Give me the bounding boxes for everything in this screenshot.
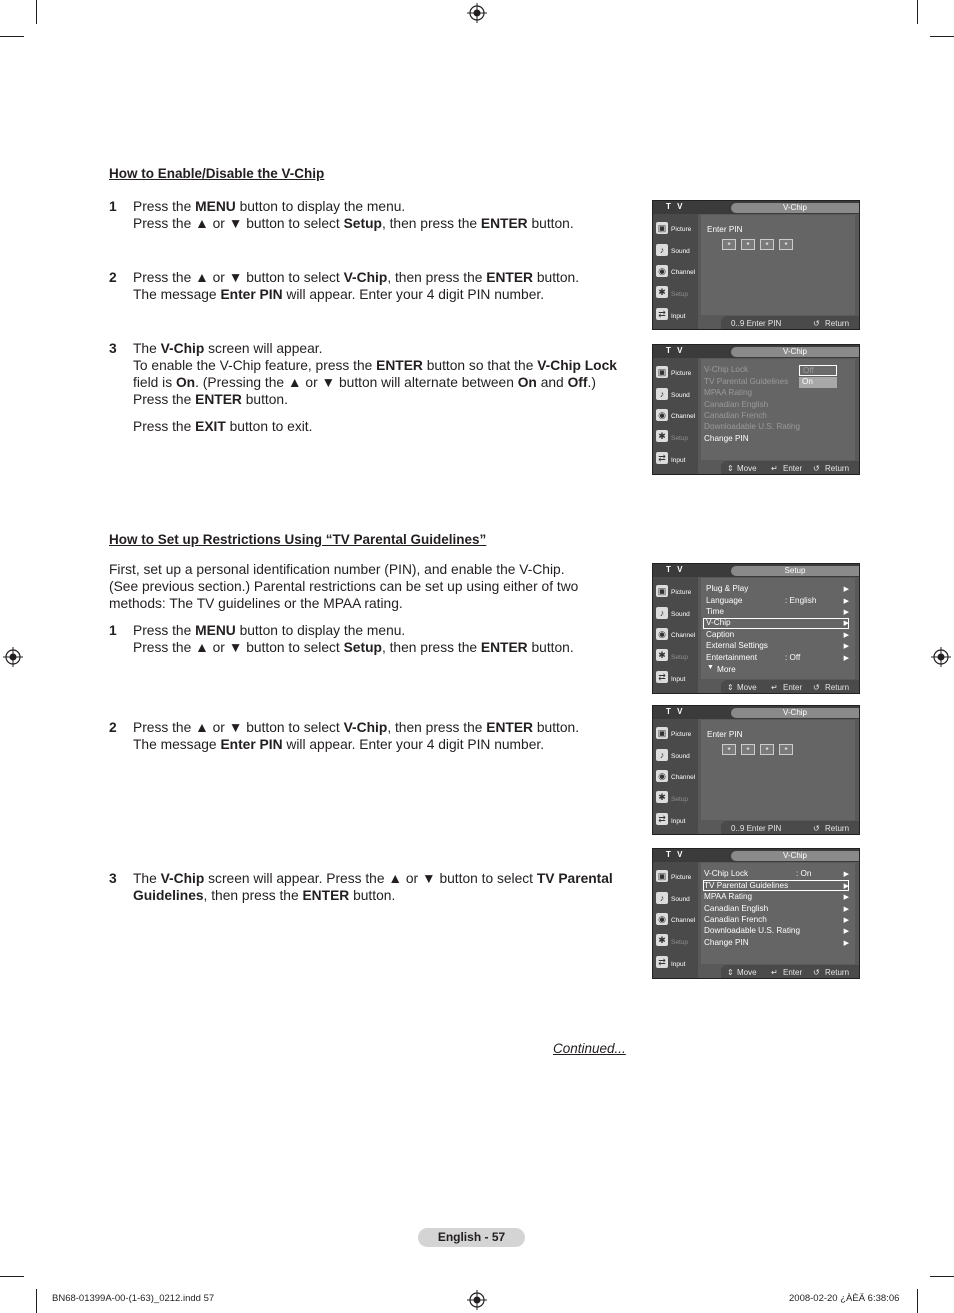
picture-icon: ▣ xyxy=(657,586,667,596)
sound-icon: ♪ xyxy=(656,607,668,619)
more-item[interactable]: More xyxy=(717,665,736,674)
text-line: Press the ▲ or ▼ button to select V-Chip, then press the ENTER button. xyxy=(133,720,580,735)
text-line: To enable the V-Chip feature, press the ENTER button so that the V-Chip Lock xyxy=(133,358,617,373)
step-number: 2 xyxy=(109,720,117,735)
text-line: Press the MENU button to display the menu. xyxy=(133,623,406,638)
osd-title: V-Chip xyxy=(731,851,859,861)
step-text xyxy=(133,198,633,232)
chevron-right-icon: ▶ xyxy=(843,598,849,605)
sidebar-label: Picture xyxy=(671,589,692,596)
sidebar-label: Sound xyxy=(671,611,690,618)
pin-digit[interactable]: * xyxy=(760,744,774,755)
picture-icon: ▣ xyxy=(657,223,667,233)
text-line: Press the ENTER button. xyxy=(133,392,288,407)
chevron-right-icon: ▶ xyxy=(843,643,849,650)
hint-enter-pin: 0..9 Enter PIN xyxy=(731,319,782,328)
move-icon: ⇕ xyxy=(727,464,734,473)
option-off-box[interactable] xyxy=(799,365,837,376)
move-icon: ⇕ xyxy=(727,968,734,977)
sidebar-label: Setup xyxy=(671,435,688,442)
hint-enter: Enter xyxy=(783,464,803,473)
chevron-right-icon: ▶ xyxy=(843,871,849,878)
footer-file-name: BN68-01399A-00-(1-63)_0212.indd 57 xyxy=(52,1293,215,1304)
picture-icon: ▣ xyxy=(657,871,667,881)
menu-item[interactable]: Language xyxy=(706,596,743,605)
continued-note: Continued... xyxy=(553,1041,626,1056)
osd-tv-label: T V xyxy=(666,850,685,859)
input-icon: ⇄ xyxy=(656,452,668,464)
chevron-right-icon: ▶ xyxy=(843,883,849,890)
hint-move: Move xyxy=(737,464,757,473)
hint-enter: Enter xyxy=(783,968,803,977)
sidebar-label: Setup xyxy=(671,796,688,803)
step-number: 3 xyxy=(109,341,117,356)
channel-icon: ◉ xyxy=(656,628,668,640)
return-icon: ↺ xyxy=(813,968,820,977)
crop-mark xyxy=(917,0,918,24)
sidebar-label: Sound xyxy=(671,392,690,399)
lock-value: : On xyxy=(796,869,812,878)
step-number: 1 xyxy=(109,623,117,638)
input-icon: ⇄ xyxy=(656,813,668,825)
crop-mark xyxy=(930,1276,954,1277)
enter-icon: ↵ xyxy=(771,683,778,692)
osd-content xyxy=(701,359,855,460)
osd-title: V-Chip xyxy=(731,347,859,357)
osd-screen-vchip-toggle xyxy=(652,344,860,475)
hint-enter: Enter xyxy=(783,683,803,692)
intro-paragraph xyxy=(109,561,629,612)
text-line: The message Enter PIN will appear. Enter your 4 digit PIN number. xyxy=(133,737,545,752)
input-icon: ⇄ xyxy=(656,308,668,320)
picture-icon: ▣ xyxy=(657,728,667,738)
intro-line: methods: The TV guidelines or the MPAA rating. xyxy=(109,596,403,611)
text-line: Press the ▲ or ▼ button to select V-Chip, then press the ENTER button. xyxy=(133,270,580,285)
menu-item[interactable]: Entertainment xyxy=(706,653,757,662)
pin-prompt: Enter PIN xyxy=(707,730,743,739)
return-icon: ↺ xyxy=(813,464,820,473)
return-icon: ↺ xyxy=(813,824,820,833)
osd-tv-label: T V xyxy=(666,707,685,716)
return-icon: ↺ xyxy=(813,319,820,328)
sidebar-label: Sound xyxy=(671,248,690,255)
sidebar-label: Channel xyxy=(671,413,696,420)
osd-top-bar xyxy=(653,201,860,214)
osd-content xyxy=(701,578,855,679)
sidebar-label: Sound xyxy=(671,753,690,760)
pin-digit[interactable]: * xyxy=(760,239,774,250)
hint-return: Return xyxy=(825,824,850,833)
hint-move: Move xyxy=(737,968,757,977)
crop-mark xyxy=(917,1289,918,1313)
pin-digit[interactable]: * xyxy=(741,744,755,755)
pin-digit[interactable]: * xyxy=(779,239,793,250)
step-number: 3 xyxy=(109,871,117,886)
step-text xyxy=(133,418,633,435)
section-heading-parental-guidelines: How to Set up Restrictions Using “TV Parental Guidelines” xyxy=(109,532,487,547)
option-off: Off xyxy=(803,366,814,375)
osd-bottom-bar xyxy=(721,965,859,978)
osd-screen-enter-pin xyxy=(652,705,860,835)
picture-icon: ▣ xyxy=(657,367,667,377)
menu-item[interactable]: Plug & Play xyxy=(706,584,749,593)
osd-content xyxy=(701,720,855,820)
step-text xyxy=(133,269,633,303)
crop-mark xyxy=(930,36,954,37)
sidebar-label: Picture xyxy=(671,731,692,738)
osd-sidebar xyxy=(653,577,698,693)
crop-mark xyxy=(0,1276,24,1277)
sidebar-label: Input xyxy=(671,457,686,464)
menu-item[interactable]: MPAA Rating xyxy=(704,892,753,901)
chevron-right-icon: ▶ xyxy=(843,655,849,662)
pin-digit[interactable]: * xyxy=(741,239,755,250)
sidebar-label: Picture xyxy=(671,370,692,377)
menu-item[interactable]: Canadian French xyxy=(704,915,767,924)
step-text xyxy=(133,340,633,408)
pin-prompt: Enter PIN xyxy=(707,225,743,234)
sidebar-label: Picture xyxy=(671,226,692,233)
menu-item[interactable]: MPAA Rating xyxy=(704,388,753,397)
osd-title: V-Chip xyxy=(731,708,859,718)
crop-mark xyxy=(0,36,24,37)
osd-sidebar xyxy=(653,214,698,329)
osd-screen-enter-pin xyxy=(652,200,860,330)
menu-item[interactable]: Canadian French xyxy=(704,411,767,420)
osd-sidebar xyxy=(653,719,698,834)
move-icon: ⇕ xyxy=(727,683,734,692)
chevron-right-icon: ▶ xyxy=(843,609,849,616)
setup-icon: ✱ xyxy=(656,430,668,442)
osd-bottom-bar xyxy=(721,461,859,474)
sidebar-label: Setup xyxy=(671,939,688,946)
menu-item[interactable]: TV Parental Guidelines xyxy=(704,881,789,890)
text-line: The message Enter PIN will appear. Enter your 4 digit PIN number. xyxy=(133,287,545,302)
osd-tv-label: T V xyxy=(666,346,685,355)
text-line: Press the ▲ or ▼ button to select Setup, then press the ENTER button. xyxy=(133,216,574,231)
channel-icon: ◉ xyxy=(656,770,668,782)
sidebar-label: Input xyxy=(671,818,686,825)
text-line: The V-Chip screen will appear. Press the ▲ or ▼ button to select TV Parental xyxy=(133,871,613,886)
text-line: Guidelines, then press the ENTER button. xyxy=(133,888,396,903)
step-text xyxy=(133,719,633,753)
option-on: On xyxy=(802,377,813,386)
menu-item[interactable]: External Settings xyxy=(706,641,768,650)
registration-mark-icon xyxy=(467,1290,487,1310)
text-line: Press the ▲ or ▼ button to select Setup, then press the ENTER button. xyxy=(133,640,574,655)
osd-top-bar xyxy=(653,345,860,358)
menu-item[interactable]: Downloadable U.S. Rating xyxy=(704,926,801,935)
chevron-right-icon: ▶ xyxy=(843,928,849,935)
osd-top-bar xyxy=(653,706,860,719)
sound-icon: ♪ xyxy=(656,244,668,256)
step-text xyxy=(133,622,633,656)
input-icon: ⇄ xyxy=(656,671,668,683)
entertainment-value: : Off xyxy=(785,653,801,662)
section-heading-enable-vchip: How to Enable/Disable the V-Chip xyxy=(109,166,325,181)
chevron-right-icon: ▶ xyxy=(843,586,849,593)
chevron-right-icon: ▶ xyxy=(843,632,849,639)
pin-digit[interactable]: * xyxy=(722,239,736,250)
text-line: field is On. (Pressing the ▲ or ▼ button will alternate between On and Off.) xyxy=(133,375,596,390)
osd-tv-label: T V xyxy=(666,565,685,574)
hint-enter-pin: 0..9 Enter PIN xyxy=(731,824,782,833)
osd-bottom-bar xyxy=(721,821,859,834)
osd-title: Setup xyxy=(731,566,859,576)
pin-digit[interactable]: * xyxy=(722,744,736,755)
sound-icon: ♪ xyxy=(656,749,668,761)
sidebar-label: Input xyxy=(671,676,686,683)
text-line: Press the MENU button to display the menu. xyxy=(133,199,406,214)
sound-icon: ♪ xyxy=(656,388,668,400)
chevron-right-icon: ▶ xyxy=(843,894,849,901)
channel-icon: ◉ xyxy=(656,409,668,421)
step-number: 2 xyxy=(109,270,117,285)
chevron-right-icon: ▶ xyxy=(843,917,849,924)
menu-item[interactable]: Canadian English xyxy=(704,400,769,409)
osd-title: V-Chip xyxy=(731,203,859,213)
osd-top-bar xyxy=(653,564,860,577)
sidebar-label: Channel xyxy=(671,632,696,639)
menu-item[interactable]: V-Chip Lock xyxy=(704,365,749,374)
sidebar-label: Input xyxy=(671,961,686,968)
sidebar-label: Setup xyxy=(671,291,688,298)
hint-return: Return xyxy=(825,968,850,977)
hint-return: Return xyxy=(825,464,850,473)
chevron-right-icon: ▶ xyxy=(843,906,849,913)
crop-mark xyxy=(36,1289,37,1313)
registration-mark-icon xyxy=(931,647,951,667)
footer-timestamp: 2008-02-20 ¿ÀÈÄ 6:38:06 xyxy=(789,1293,900,1304)
osd-top-bar xyxy=(653,849,860,862)
sidebar-label: Channel xyxy=(671,917,696,924)
menu-item[interactable]: Change PIN xyxy=(704,434,749,443)
option-on-box[interactable] xyxy=(799,377,837,388)
osd-content xyxy=(701,215,855,315)
sidebar-label: Input xyxy=(671,313,686,320)
osd-screen-vchip-menu xyxy=(652,848,860,979)
hint-move: Move xyxy=(737,683,757,692)
enter-icon: ↵ xyxy=(771,464,778,473)
menu-item[interactable]: TV Parental Guidelines xyxy=(704,377,789,386)
menu-item[interactable]: Canadian English xyxy=(704,904,769,913)
menu-item[interactable]: Caption xyxy=(706,630,735,639)
osd-sidebar xyxy=(653,862,698,978)
sidebar-label: Picture xyxy=(671,874,692,881)
sidebar-label: Setup xyxy=(671,654,688,661)
language-value: : English xyxy=(785,596,817,605)
menu-item[interactable]: V-Chip xyxy=(706,618,731,627)
setup-icon: ✱ xyxy=(656,286,668,298)
menu-item[interactable]: Change PIN xyxy=(704,938,749,947)
sound-icon: ♪ xyxy=(656,892,668,904)
hint-return: Return xyxy=(825,319,850,328)
osd-bottom-bar xyxy=(721,316,859,329)
channel-icon: ◉ xyxy=(656,265,668,277)
sidebar-label: Channel xyxy=(671,774,696,781)
text-line: Press the EXIT button to exit. xyxy=(133,419,313,434)
step-number: 1 xyxy=(109,199,117,214)
menu-item[interactable]: Time xyxy=(706,607,724,616)
page-number-badge: English - 57 xyxy=(418,1228,525,1247)
chevron-right-icon: ▶ xyxy=(843,940,849,947)
chevron-down-icon: ▼ xyxy=(707,664,714,671)
sidebar-label: Channel xyxy=(671,269,696,276)
osd-tv-label: T V xyxy=(666,202,685,211)
channel-icon: ◉ xyxy=(656,913,668,925)
text-line: The V-Chip screen will appear. xyxy=(133,341,323,356)
registration-mark-icon xyxy=(467,3,487,23)
menu-item[interactable]: Downloadable U.S. Rating xyxy=(704,422,801,431)
intro-line: (See previous section.) Parental restrictions can be set up using either of two xyxy=(109,579,579,594)
return-icon: ↺ xyxy=(813,683,820,692)
input-icon: ⇄ xyxy=(656,956,668,968)
osd-screen-setup xyxy=(652,563,860,694)
setup-icon: ✱ xyxy=(656,649,668,661)
pin-digit[interactable]: * xyxy=(779,744,793,755)
crop-mark xyxy=(36,0,37,24)
sidebar-label: Sound xyxy=(671,896,690,903)
intro-line: First, set up a personal identification number (PIN), and enable the V-Chip. xyxy=(109,562,565,577)
enter-icon: ↵ xyxy=(771,968,778,977)
step-text xyxy=(133,870,633,904)
osd-content xyxy=(701,863,855,964)
registration-mark-icon xyxy=(3,647,23,667)
osd-sidebar xyxy=(653,358,698,474)
setup-icon: ✱ xyxy=(656,934,668,946)
chevron-right-icon: ▶ xyxy=(843,620,849,627)
osd-bottom-bar xyxy=(721,680,859,693)
setup-icon: ✱ xyxy=(656,791,668,803)
menu-item[interactable]: V-Chip Lock xyxy=(704,869,749,878)
hint-return: Return xyxy=(825,683,850,692)
